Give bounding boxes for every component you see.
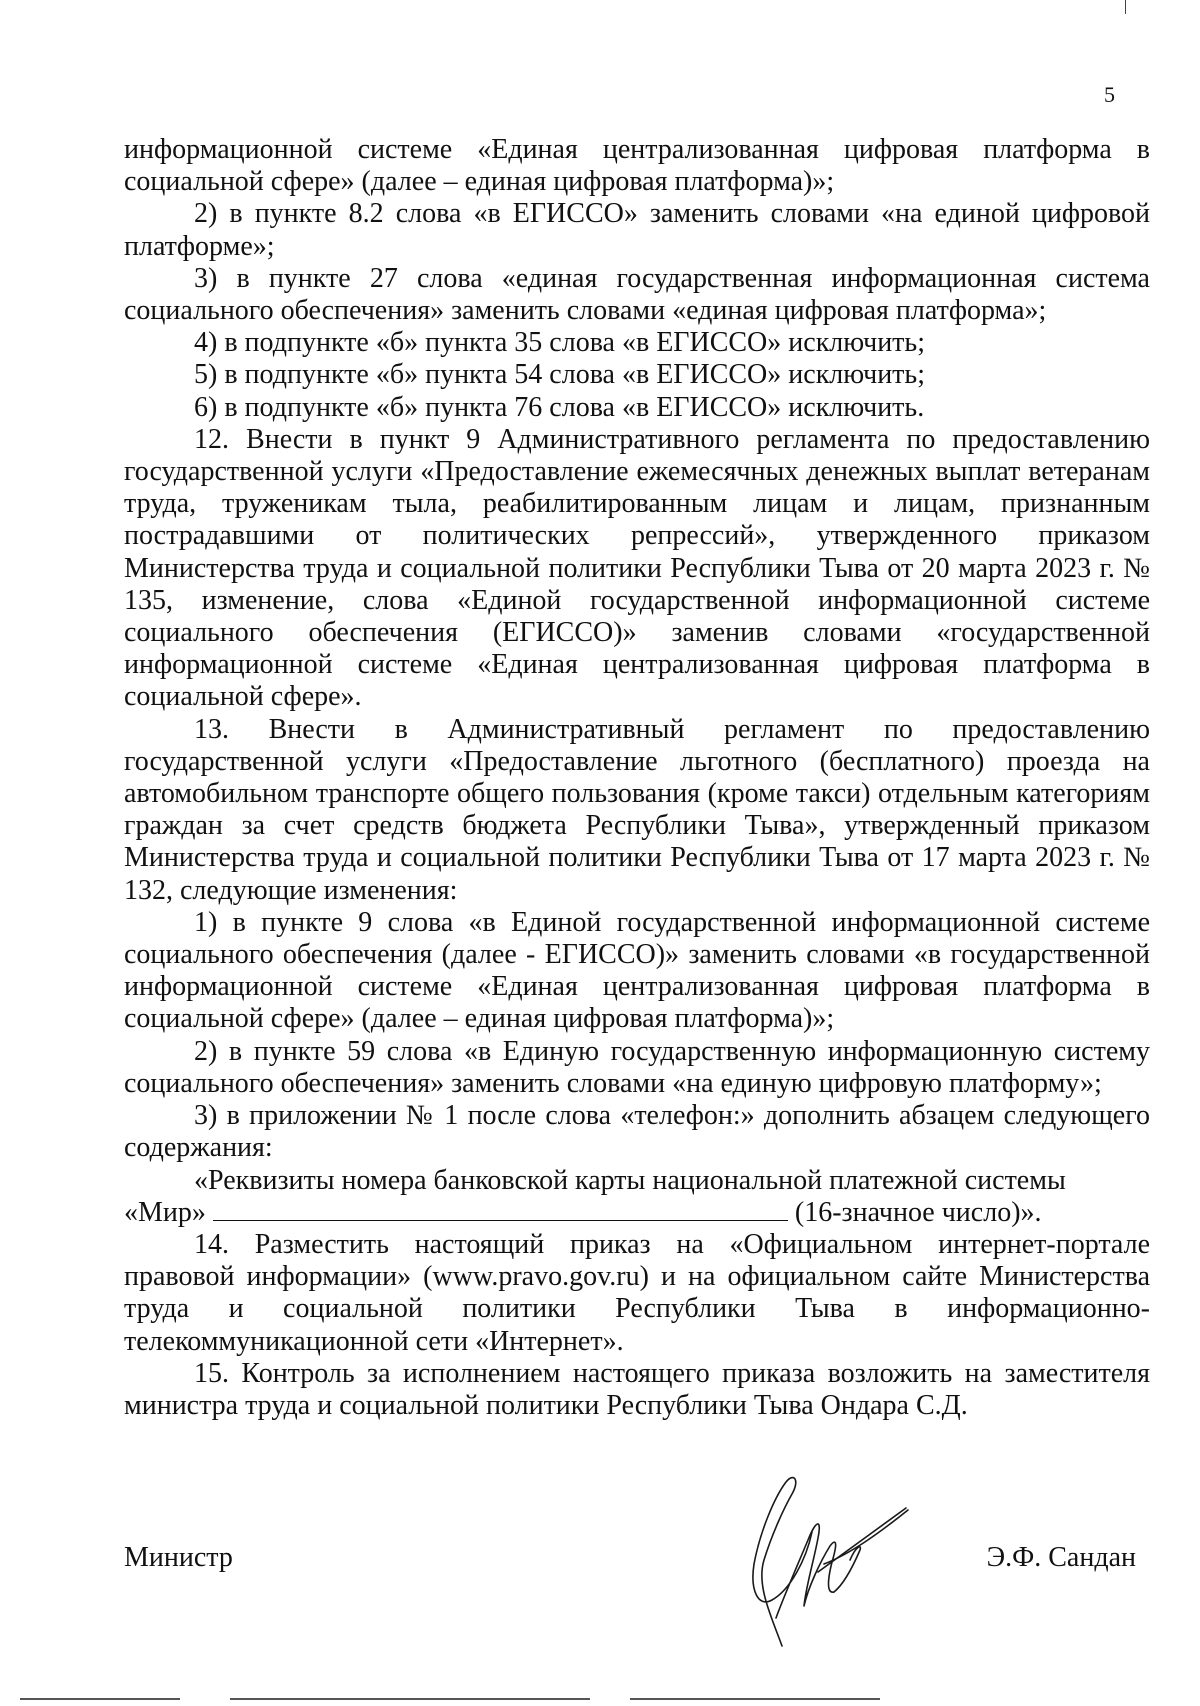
paragraph-continuation: информационной системе «Единая централизованная цифровая платформа в социальной сфере» (далее – единая цифровая платформа)»; xyxy=(124,134,1150,198)
card-digits-note: (16-значное число)». xyxy=(794,1196,1042,1228)
signer-title: Министр xyxy=(124,1542,233,1573)
paragraph-section-13-item-3: 3) в приложении № 1 после слова «телефон:» дополнить абзацем следующего содержания: xyxy=(124,1100,1150,1164)
paragraph-item-5: 5) в подпункте «б» пункта 54 слова «в ЕГИССО» исключить; xyxy=(194,359,925,391)
scan-bottom-line xyxy=(20,1698,180,1700)
scan-bottom-line xyxy=(630,1698,880,1700)
paragraph-section-13-item-2: 2) в пункте 59 слова «в Единую государственную информационную систему социального обеспечения» заменить словами «на единую цифровую платформу»; xyxy=(124,1035,1150,1099)
paragraph-item-3: 3) в пункте 27 слова «единая государственная информационная система социального обеспечения» заменить словами «единая цифровая платформа»; xyxy=(124,262,1150,327)
paragraph-card-blank-line xyxy=(124,1197,1150,1229)
fill-in-blank xyxy=(213,1198,788,1221)
scan-bottom-line xyxy=(230,1698,590,1700)
paragraph-section-12: 12. Внести в пункт 9 Административного регламента по предоставлению государственной услуги «Предоставление ежемесячных денежных выплат ветеранам труда, труженикам тыла, реабилитированным лицам и лицам, признанным пострадавшими от политических репрессий», утвержденного приказом Министерства труда и социальной политики Республики Тыва от 20 марта 2023 г. № 135, изменение, слова «Единой государственной информационной системе социального обеспечения (ЕГИССО)» заменив словами «государственной информационной системе «Единая централизованная цифровая платформа в социальной сфере». xyxy=(124,423,1150,713)
paragraph-section-14: 14. Разместить настоящий приказ на «Официальном интернет-портале правовой информации» (www.pravo.gov.ru) и на официальном сайте Министерства труда и социальной политики Республики Тыва в информационно-телекоммуникационной сети «Интернет». xyxy=(124,1228,1150,1357)
paragraph-section-13-item-1: 1) в пункте 9 слова «в Единой государственной информационной системе социального обеспечения (далее - ЕГИССО)» заменить словами «в государственной информационной системе «Единая централизованная цифровая платформа в социальной сфере» (далее – единая цифровая платформа)»; xyxy=(124,906,1150,1035)
paragraph-card-requisites: «Реквизиты номера банковской карты национальной платежной системы xyxy=(194,1164,1066,1196)
paragraph-item-6: 6) в подпункте «б» пункта 76 слова «в ЕГИССО» исключить. xyxy=(194,391,925,423)
paragraph-item-4: 4) в подпункте «б» пункта 35 слова «в ЕГИССО» исключить; xyxy=(194,327,925,359)
document-body xyxy=(124,134,1150,1422)
scan-edge-mark xyxy=(1125,0,1126,14)
page-number: 5 xyxy=(1104,82,1115,107)
handwritten-signature xyxy=(720,1468,920,1654)
paragraph-section-15: 15. Контроль за исполнением настоящего приказа возложить на заместителя министра труда и социальной политики Республики Тыва Ондара С.Д. xyxy=(124,1357,1150,1421)
paragraph-item-2: 2) в пункте 8.2 слова «в ЕГИССО» заменить словами «на единой цифровой платформе»; xyxy=(124,198,1150,262)
paragraph-section-13: 13. Внести в Административный регламент по предоставлению государственной услуги «Предоставление льготного (бесплатного) проезда на автомобильном транспорте общего пользования (кроме такси) отдельным категориям граждан за счет средств бюджета Республики Тыва», утвержденный приказом Министерства труда и социальной политики Республики Тыва от 17 марта 2023 г. № 132, следующие изменения: xyxy=(124,713,1150,906)
signer-name: Э.Ф. Сандан xyxy=(986,1542,1136,1573)
mir-label: «Мир» xyxy=(124,1196,206,1228)
